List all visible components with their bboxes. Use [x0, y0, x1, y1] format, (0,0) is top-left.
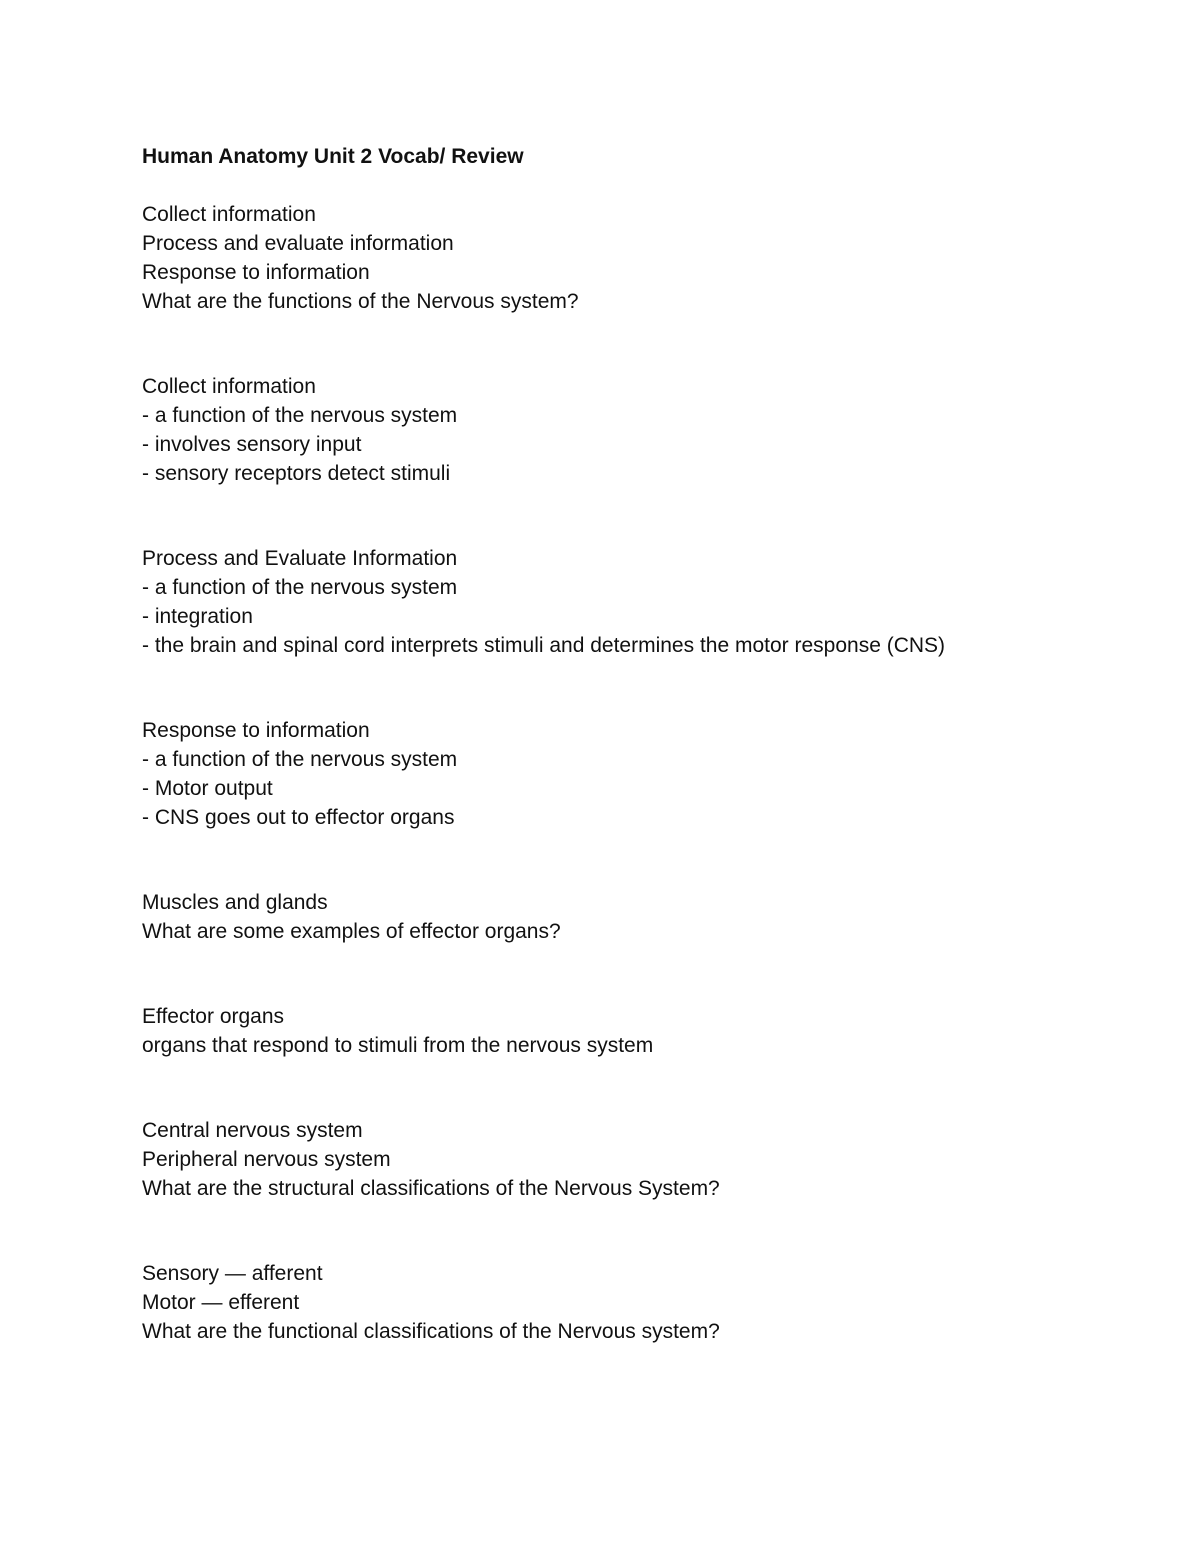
- vocab-block-structural-classifications: [142, 1116, 1102, 1203]
- block-line: What are the functional classifications of the Nervous system?: [142, 1320, 720, 1343]
- vocab-block-nervous-system-functions: [142, 200, 1102, 316]
- vocab-block-functional-classifications: [142, 1259, 1102, 1346]
- block-line: - integration: [142, 605, 253, 628]
- document-title: Human Anatomy Unit 2 Vocab/ Review: [142, 145, 524, 168]
- document-body: [142, 143, 1102, 1346]
- block-line: Sensory — afferent: [142, 1262, 323, 1285]
- block-line: Response to information: [142, 261, 370, 284]
- block-line: Motor — efferent: [142, 1291, 300, 1314]
- block-line: - involves sensory input: [142, 433, 362, 456]
- block-line: - sensory receptors detect stimuli: [142, 462, 451, 485]
- block-line: What are some examples of effector organs?: [142, 920, 561, 943]
- block-line: Peripheral nervous system: [142, 1148, 391, 1171]
- vocab-block-response-to-information: [142, 716, 1102, 832]
- block-line: Collect information: [142, 203, 316, 226]
- block-line: What are the functions of the Nervous system?: [142, 290, 579, 313]
- block-line: - a function of the nervous system: [142, 576, 458, 599]
- block-line: What are the structural classifications of the Nervous System?: [142, 1177, 720, 1200]
- block-line: - Motor output: [142, 777, 273, 800]
- block-line: - a function of the nervous system: [142, 748, 458, 771]
- block-line: - the brain and spinal cord interprets stimuli and determines the motor response (CNS): [142, 634, 946, 657]
- block-line: Muscles and glands: [142, 891, 328, 914]
- block-line: - CNS goes out to effector organs: [142, 806, 455, 829]
- vocab-block-process-evaluate-information: [142, 544, 1102, 660]
- vocab-block-effector-organ-examples: [142, 888, 1102, 946]
- block-line: Central nervous system: [142, 1119, 363, 1142]
- block-line: Process and Evaluate Information: [142, 547, 458, 570]
- block-line: Effector organs: [142, 1005, 285, 1028]
- block-line: Response to information: [142, 719, 370, 742]
- block-line: organs that respond to stimuli from the nervous system: [142, 1034, 654, 1057]
- block-line: Collect information: [142, 375, 316, 398]
- block-line: Process and evaluate information: [142, 232, 454, 255]
- vocab-block-collect-information: [142, 372, 1102, 488]
- vocab-block-effector-organs: [142, 1002, 1102, 1060]
- block-line: - a function of the nervous system: [142, 404, 458, 427]
